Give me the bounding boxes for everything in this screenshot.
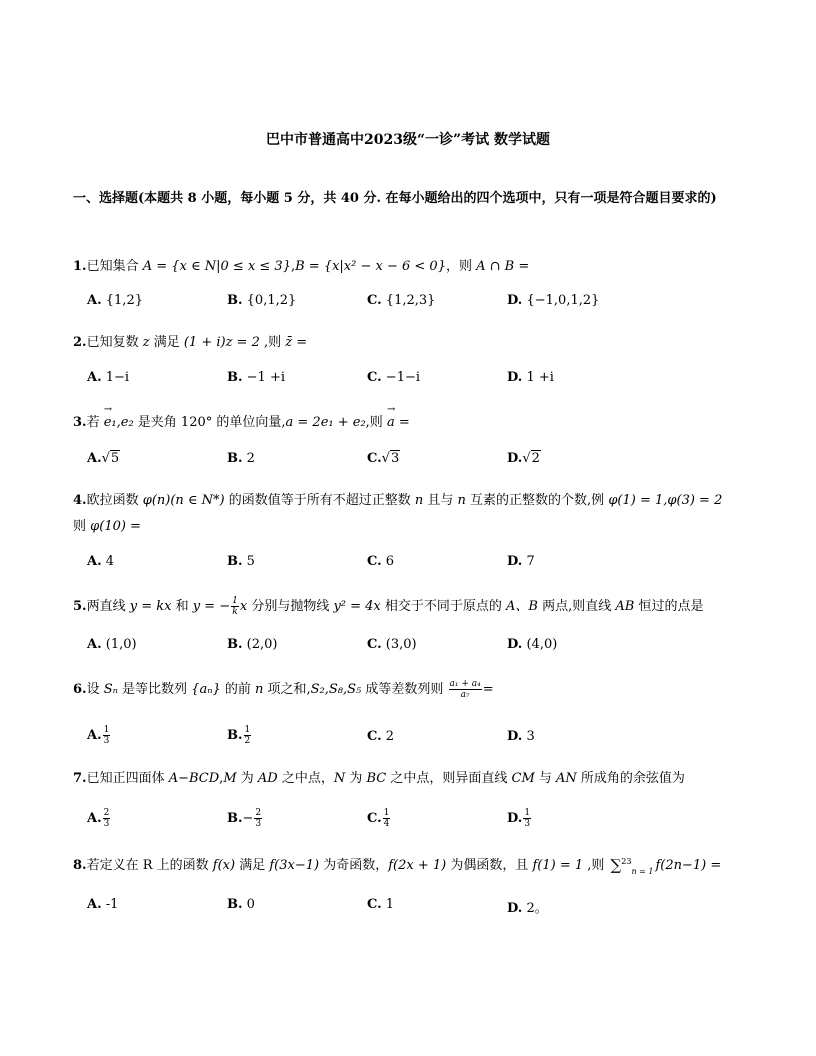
option-a[interactable]: A. (1,0): [87, 637, 137, 652]
question-6: [73, 678, 763, 700]
question-text: 两直线: [86, 599, 130, 614]
question-text: 满足: [149, 335, 184, 350]
question-text: 恒过的点是: [634, 599, 704, 614]
option-d[interactable]: D. {−1,0,1,2}: [507, 293, 600, 308]
question-text: 之中点，: [277, 771, 334, 786]
math-line-ab: AB: [615, 599, 635, 614]
math-tetrahedron: A−BCD: [168, 771, 220, 786]
question-text: 设: [86, 682, 104, 697]
math-line: AN: [556, 771, 577, 786]
option-c[interactable]: C. (3,0): [367, 637, 417, 652]
options-q1: [87, 293, 747, 313]
sum-lower: n = 1: [631, 866, 654, 876]
question-text: 相交于不同于原点的: [380, 599, 507, 614]
math-terms: S₂,S₈,S₅: [310, 682, 362, 697]
question-text: 欧拉函数: [86, 493, 143, 508]
math-variable: z: [142, 335, 150, 350]
fraction: $\frac{1}{3}$: [524, 808, 531, 829]
question-3: [73, 411, 763, 430]
math-expression: → a =: [387, 415, 410, 430]
option-a[interactable]: A. -1: [87, 897, 119, 912]
option-d[interactable]: D. $\frac{1}{3}$: [507, 808, 531, 829]
option-c[interactable]: C. {1,2,3}: [367, 293, 436, 308]
math-line: CM: [511, 771, 535, 786]
option-d[interactable]: D. 3: [507, 729, 535, 744]
options-q3: [87, 451, 747, 471]
sum-symbol: ∑: [610, 855, 622, 874]
math-sequence: {aₙ}: [191, 682, 221, 697]
math-expression: φ(10) =: [90, 519, 141, 534]
question-text: ,则: [259, 335, 286, 350]
question-text: 是等比数列: [117, 682, 192, 697]
question-number: 2.: [73, 335, 87, 350]
separator: ,: [219, 771, 224, 786]
question-1: [73, 255, 763, 274]
question-text: 若定义在 R 上的函数: [86, 858, 213, 873]
math-line-2: y = −: [192, 599, 231, 614]
question-text: 互素的正整数的个数,例: [465, 493, 609, 508]
options-q8: [87, 897, 747, 917]
math-expression: A ∩ B =: [476, 259, 530, 274]
math-function: f(x): [212, 858, 236, 873]
math-function: f(2x + 1): [388, 858, 447, 873]
question-text: 的前: [220, 682, 255, 697]
math-point: M: [223, 771, 237, 786]
question-text: 已知复数: [86, 335, 143, 350]
question-text: 为偶函数，且: [446, 858, 533, 873]
fraction: $\frac{1}{3}$: [103, 725, 110, 746]
question-text: 是夹角 120° 的单位向量,: [133, 415, 286, 430]
option-b[interactable]: B. $\frac{1}{2}$: [227, 725, 251, 746]
question-4-line-2: [73, 515, 763, 534]
math-variable: n: [457, 493, 466, 508]
separator: ,: [290, 259, 296, 274]
fraction: $\frac{2}{3}$: [103, 808, 110, 829]
question-text: 两点,则直线: [538, 599, 616, 614]
options-q6: [87, 725, 747, 745]
question-text: 和: [171, 599, 193, 614]
option-b[interactable]: B. 0: [227, 897, 255, 912]
option-c[interactable]: C. 2: [367, 729, 395, 744]
options-q2: [87, 370, 747, 390]
question-7: [73, 767, 763, 786]
sum-upper: 23: [621, 856, 632, 866]
question-text: 则: [73, 519, 91, 534]
option-c[interactable]: C. −1−i: [367, 370, 421, 385]
question-text: 成等差数列则: [361, 682, 448, 697]
question-number: 7.: [73, 771, 87, 786]
option-a[interactable]: A. $\frac{2}{3}$: [87, 808, 110, 829]
math-variable: n: [255, 682, 264, 697]
option-c[interactable]: C.√3: [367, 451, 400, 466]
page-title: 巴中市普通高中2023级“一诊”考试 数学试题: [266, 132, 550, 148]
fraction: $\frac{2}{3}$: [255, 808, 262, 829]
math-segment: AD: [257, 771, 278, 786]
sqrt-symbol: √5: [101, 451, 120, 466]
question-number: 8.: [73, 858, 87, 873]
option-b[interactable]: B. 2: [227, 451, 255, 466]
option-c[interactable]: C. 6: [367, 554, 395, 569]
fraction: $\frac{1}{4}$: [383, 808, 390, 829]
option-c[interactable]: C. 1: [367, 897, 395, 912]
section-heading: 一、选择题(本题共 8 小题，每小题 5 分，共 40 分. 在每小题给出的四个选项中，只有一项是符合题目要求的): [73, 191, 717, 206]
option-c[interactable]: C. $\frac{1}{4}$: [367, 808, 390, 829]
option-d[interactable]: D. (4,0): [507, 637, 558, 652]
question-number: 4.: [73, 493, 87, 508]
option-a[interactable]: A. {1,2}: [87, 293, 143, 308]
math-function: f(3x−1): [269, 858, 320, 873]
question-text: 为: [345, 771, 367, 786]
option-a[interactable]: A.√5: [87, 451, 120, 466]
summation: [611, 856, 654, 876]
math-sum: Sₙ: [103, 682, 118, 697]
math-expression: f(2n−1) =: [655, 858, 722, 873]
math-points: A、B: [506, 599, 538, 614]
question-text: 项之和,: [263, 682, 311, 697]
math-set-a: A = {x ∈ N|0 ≤ x ≤ 3}: [142, 259, 291, 274]
option-b[interactable]: B. 5: [227, 554, 255, 569]
question-text: ,则: [365, 415, 387, 430]
question-5: [73, 595, 763, 617]
math-example: φ(1) = 1,φ(3) = 2: [608, 493, 723, 508]
math-function: φ(n)(n ∈ N*): [142, 493, 225, 508]
question-text: 满足: [235, 858, 270, 873]
question-text: 之中点，则异面直线: [386, 771, 512, 786]
math-vectors: → e₁,e₂: [104, 415, 134, 430]
question-text: 与: [534, 771, 557, 786]
question-text: 的函数值等于所有不超过正整数: [224, 493, 415, 508]
question-text: 若: [86, 415, 104, 430]
question-2: [73, 331, 763, 350]
question-text: ，则: [445, 259, 477, 274]
question-text: 为: [236, 771, 258, 786]
question-text: ,则: [583, 858, 609, 873]
question-text: 所成角的余弦值为: [576, 771, 685, 786]
math-line-1: y = kx: [129, 599, 172, 614]
math-set-b: B = {x|x² − x − 6 < 0}: [295, 259, 446, 274]
fraction: $\frac{1}{k}$: [232, 596, 238, 617]
option-d[interactable]: D.√2: [507, 451, 540, 466]
math-variable: x: [239, 599, 248, 614]
question-8: [73, 854, 763, 876]
math-segment: BC: [366, 771, 387, 786]
option-b[interactable]: B. −1 +i: [227, 370, 286, 385]
option-d[interactable]: D. 7: [507, 554, 535, 569]
math-expression: z̄ =: [285, 335, 308, 350]
fraction: $\frac{\text{a₁ + a₄}}{\text{a₇}}$: [449, 679, 481, 700]
sqrt-symbol: √2: [522, 451, 540, 466]
options-q4: [87, 554, 747, 574]
options-q5: [87, 637, 747, 657]
math-variable: n: [414, 493, 424, 508]
question-number: 1.: [73, 259, 87, 274]
math-condition: f(1) = 1: [532, 858, 584, 873]
option-b[interactable]: B. {0,1,2}: [227, 293, 297, 308]
sqrt-symbol: √3: [381, 451, 400, 466]
option-d[interactable]: D. 2。: [507, 901, 548, 916]
question-number: 5.: [73, 599, 87, 614]
question-text: 已知正四面体: [86, 771, 169, 786]
math-point: N: [333, 771, 346, 786]
fraction: $\frac{1}{2}$: [244, 725, 251, 746]
question-number: 6.: [73, 682, 87, 697]
question-text: 为奇函数，: [319, 858, 389, 873]
math-parabola: y² = 4x: [333, 599, 381, 614]
option-b[interactable]: B. (2,0): [227, 637, 278, 652]
question-text: 分别与抛物线: [247, 599, 334, 614]
option-a[interactable]: A. 1−i: [87, 370, 130, 385]
option-d[interactable]: D. 1 +i: [507, 370, 554, 385]
question-text: 已知集合: [86, 259, 143, 274]
question-4: [73, 489, 763, 508]
equals-sign: =: [482, 682, 494, 697]
option-a[interactable]: A. 4: [87, 554, 115, 569]
question-number: 3.: [73, 415, 87, 430]
option-b[interactable]: B.− $\frac{2}{3}$: [227, 808, 262, 829]
math-equation: a = 2e₁ + e₂: [285, 415, 366, 430]
options-q7: [87, 808, 747, 828]
option-a[interactable]: A. $\frac{1}{3}$: [87, 725, 110, 746]
math-equation: (1 + i)z = 2: [183, 335, 260, 350]
question-text: 且与: [423, 493, 458, 508]
